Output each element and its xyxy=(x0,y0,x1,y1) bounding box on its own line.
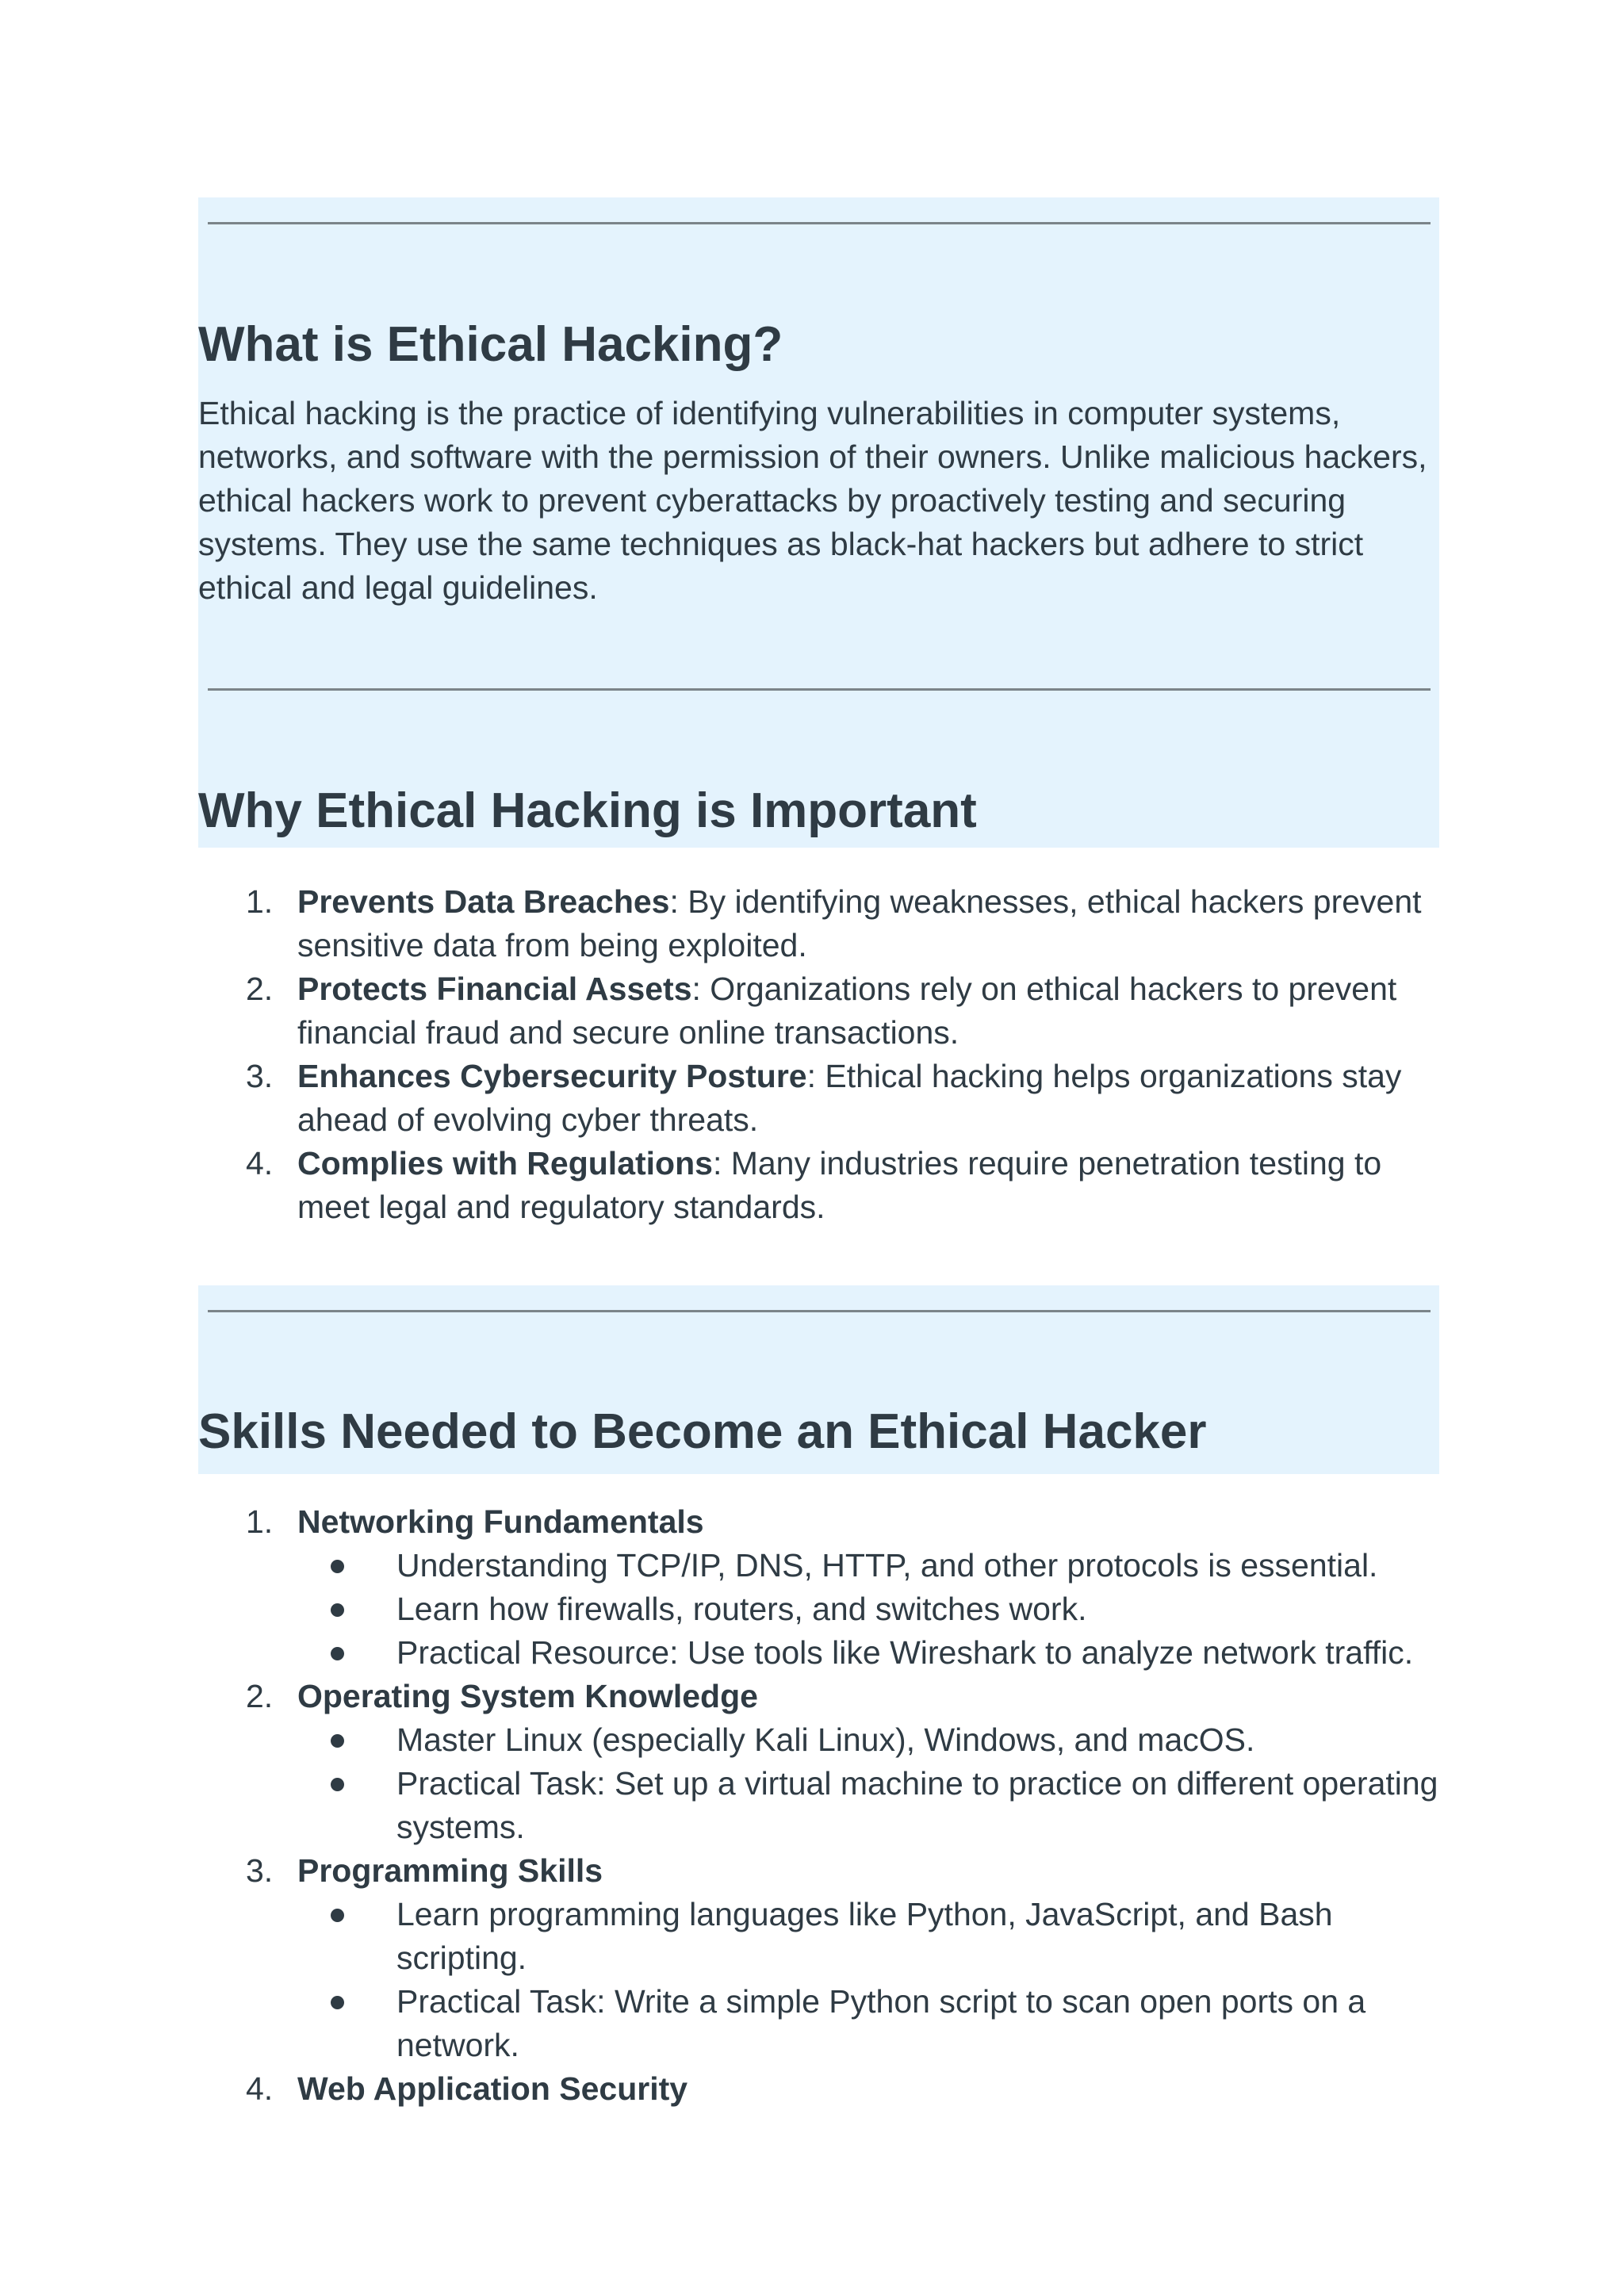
list-item-title: Programming Skills xyxy=(297,1852,603,1889)
bullet-icon xyxy=(331,1996,344,2009)
horizontal-rule xyxy=(208,222,1431,224)
list-number: 1. xyxy=(246,883,274,920)
heading-skills-needed: Skills Needed to Become an Ethical Hacker xyxy=(198,1404,1207,1459)
list-item-title: Protects Financial Assets xyxy=(297,971,692,1007)
list-item-text: : Many industries require penetration testing to meet legal and regulatory standards. xyxy=(297,1145,1382,1225)
list-item xyxy=(198,1675,1439,1849)
bullet-icon xyxy=(331,1734,344,1748)
horizontal-rule xyxy=(208,1310,1431,1312)
skills-list xyxy=(198,1500,1439,2111)
sub-list-item-text: Practical Task: Set up a virtual machine to practice on different operating systems. xyxy=(396,1765,1438,1845)
intro-paragraph: Ethical hacking is the practice of identifying vulnerabilities in computer systems, networks, and software with the permission of their owners. Unlike malicious hackers, ethical hackers work to prevent cyberattacks by proactively testing and securing systems. They use the same techniques as black-hat hackers but adhere to strict ethical and legal guidelines. xyxy=(198,395,1427,606)
list-item-title: Web Application Security xyxy=(297,2070,688,2107)
list-number: 4. xyxy=(246,2070,274,2107)
bullet-icon xyxy=(331,1909,344,1922)
sub-list-item xyxy=(297,1980,1439,2067)
list-item-title: Complies with Regulations xyxy=(297,1145,713,1181)
importance-list xyxy=(198,880,1439,1229)
heading-why-important: Why Ethical Hacking is Important xyxy=(198,783,977,838)
heading-what-is-ethical-hacking: What is Ethical Hacking? xyxy=(198,317,783,372)
sub-list xyxy=(297,1718,1439,1849)
bullet-icon xyxy=(331,1778,344,1791)
list-number: 4. xyxy=(246,1145,274,1181)
list-item xyxy=(198,2067,1439,2111)
sub-list-item-text: Learn programming languages like Python, JavaScript, and Bash scripting. xyxy=(396,1896,1333,1976)
sub-list-item-text: Practical Resource: Use tools like Wireshark to analyze network traffic. xyxy=(396,1634,1414,1671)
list-item-title: Prevents Data Breaches xyxy=(297,883,670,920)
sub-list-item xyxy=(297,1631,1439,1675)
list-item-title: Networking Fundamentals xyxy=(297,1503,704,1540)
list-item-text: : Organizations rely on ethical hackers to prevent financial fraud and secure online transactions. xyxy=(297,971,1397,1051)
list-item xyxy=(198,880,1439,967)
list-number: 2. xyxy=(246,971,274,1007)
bullet-icon xyxy=(331,1560,344,1573)
list-number: 1. xyxy=(246,1503,274,1540)
list-item xyxy=(198,1500,1439,1675)
list-item xyxy=(198,1849,1439,2067)
list-item xyxy=(198,967,1439,1055)
list-number: 2. xyxy=(246,1678,274,1714)
sub-list-item-text: Practical Task: Write a simple Python script to scan open ports on a network. xyxy=(396,1983,1366,2063)
sub-list xyxy=(297,1544,1439,1675)
sub-list xyxy=(297,1893,1439,2067)
sub-list-item xyxy=(297,1718,1439,1762)
list-item xyxy=(198,1055,1439,1142)
bullet-icon xyxy=(331,1603,344,1617)
bullet-icon xyxy=(331,1647,344,1660)
horizontal-rule xyxy=(208,688,1431,691)
list-item-text: : By identifying weaknesses, ethical hackers prevent sensitive data from being exploited. xyxy=(297,883,1422,963)
sub-list-item-text: Learn how firewalls, routers, and switches work. xyxy=(396,1591,1087,1627)
sub-list-item xyxy=(297,1893,1439,1980)
sub-list-item xyxy=(297,1762,1439,1849)
sub-list-item-text: Understanding TCP/IP, DNS, HTTP, and other protocols is essential. xyxy=(396,1547,1378,1584)
list-item-title: Enhances Cybersecurity Posture xyxy=(297,1058,807,1094)
list-number: 3. xyxy=(246,1852,274,1889)
list-item-title: Operating System Knowledge xyxy=(297,1678,758,1714)
list-item xyxy=(198,1142,1439,1229)
list-item-text: : Ethical hacking helps organizations stay ahead of evolving cyber threats. xyxy=(297,1058,1402,1138)
sub-list-item xyxy=(297,1587,1439,1631)
list-number: 3. xyxy=(246,1058,274,1094)
sub-list-item-text: Master Linux (especially Kali Linux), Windows, and macOS. xyxy=(396,1721,1255,1758)
sub-list-item xyxy=(297,1544,1439,1587)
